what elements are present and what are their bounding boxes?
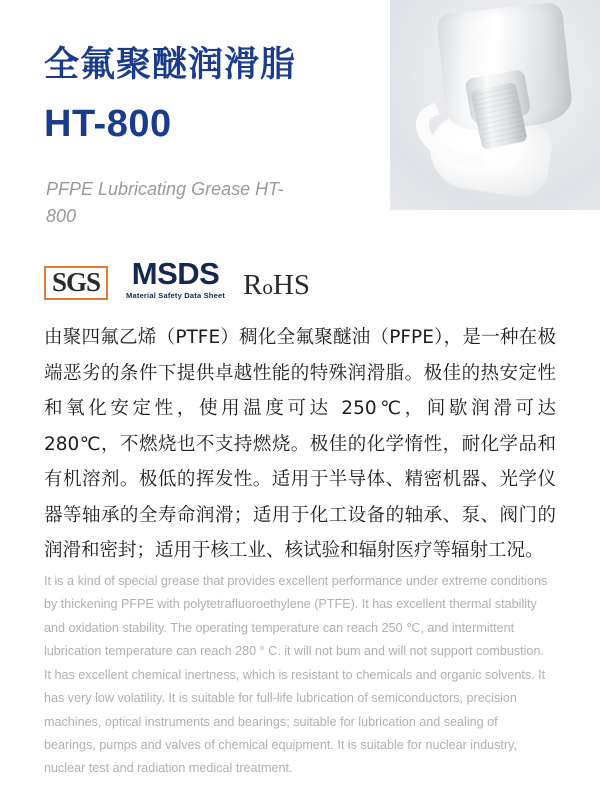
page-title-chinese: 全氟聚醚润滑脂: [44, 45, 297, 85]
rohs-label-upper: R: [243, 269, 263, 301]
page-subtitle-english: PFPE Lubricating Grease HT-800: [46, 179, 284, 226]
rohs-label-tail: HS: [272, 269, 310, 301]
msds-label: MSDS: [131, 256, 220, 291]
product-code: HT-800: [44, 103, 172, 145]
sgs-label: SGS: [52, 267, 101, 297]
product-tube-photo: [390, 0, 600, 215]
msds-sublabel: Material Safety Data Sheet: [126, 291, 226, 300]
description-english: It is a kind of special grease that provides excellent performance under extreme conditions by thickening PFPE with polytetrafluoroethylene (PTFE). It has excellent thermal stability and oxidation stability. The operating temperature can reach 250 ℃, and intermittent lubrication temperature can reach 280 ° C. it will not bum and will not support combustion. It has excellent chemical inertness, which is resistant to chemicals and organic solvents. It has very low volatility. It is suitable for full-life lubrication of semiconductors, precision machines, optical instruments and bearings; suitable for lubrication and sealing of bearings, pumps and valves of chemical equipment. It is suitable for nuclear industry, nuclear test and radiation medical treatment.: [44, 574, 548, 776]
sgs-icon: [44, 266, 108, 300]
msds-icon: [126, 258, 225, 300]
certification-badges: [44, 258, 310, 300]
rohs-icon: [243, 271, 310, 300]
rohs-label-lower: o: [262, 275, 273, 299]
description-chinese: 由聚四氟乙烯（PTFE）稠化全氟聚醚油（PFPE），是一种在极端恶劣的条件下提供卓越性能的特殊润滑脂。极佳的热安定性和氧化安定性，使用温度可达 250℃，间歇润滑可达 280℃，不燃烧也不支持燃烧。极佳的化学惰性，耐化学品和有机溶剂。极低的挥发性。适用于半导体、精密机器、光学仪器等轴承的全寿命润滑；适用于化工设备的轴承、泵、阀门的润滑和密封；适用于核工业、核试验和辐射医疗等辐射工况。: [44, 327, 556, 562]
